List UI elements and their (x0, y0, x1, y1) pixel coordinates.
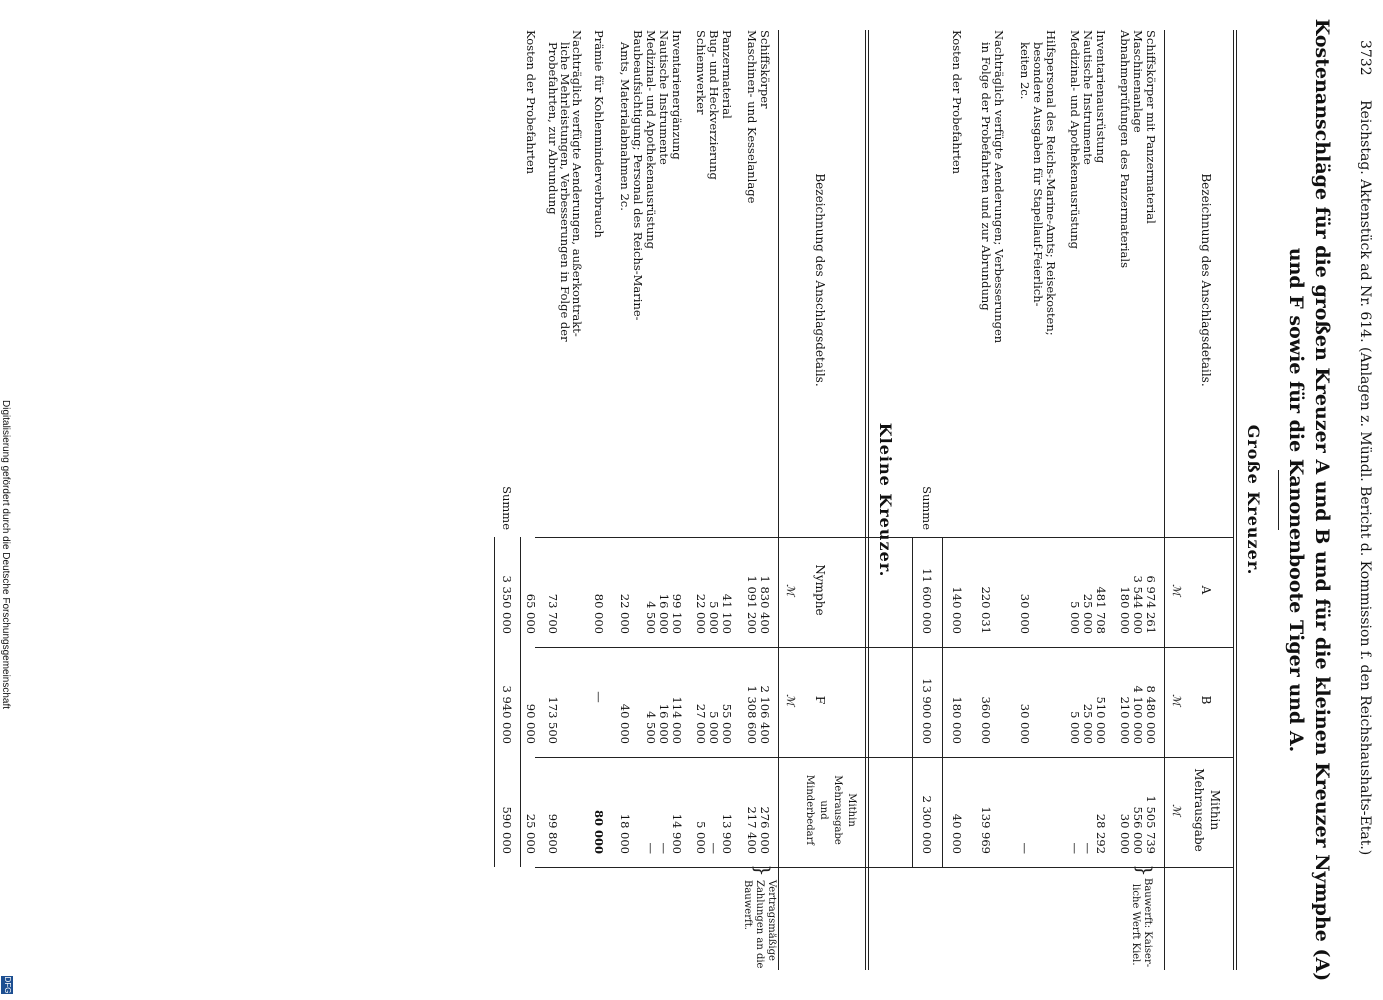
t2-cell-mehr: 18 000 (618, 813, 632, 854)
table2-header-nymphe: Nymphe (813, 564, 827, 616)
t2-row-label: Nautische Instrumente (657, 30, 671, 165)
t1-cell-mehr: 40 000 (950, 813, 964, 854)
table1-col-rule-1 (839, 537, 1233, 538)
t2-cell-f: 16 000 (657, 703, 671, 744)
t1-note: Bauwerft: Kaiser- (1142, 878, 1153, 968)
t1-row-label: Nautische Instrumente (1081, 30, 1095, 165)
table1-col-rule-2 (839, 647, 1233, 648)
t2-row-label: Medizinal- und Apothekenausrüstung (644, 30, 658, 250)
t1-row-label: Schiffskörper mit Panzermaterial (1144, 30, 1158, 224)
t1-sum-a: 11 600 000 (920, 568, 934, 634)
t2-note: Bauwerft. (742, 880, 753, 930)
table2-header-mehr-2: Mehrausgabe (832, 775, 843, 845)
table2-header-label: Bezeichnung des Anschlagsdetails. (813, 173, 827, 387)
table1-unit-b: ℳ (1170, 694, 1183, 706)
t1-row-label: Abnahmeprüfungen des Panzermaterials (1118, 30, 1132, 268)
t1-sum-label: Summe (920, 486, 934, 530)
table2-bottom-rule (494, 537, 495, 867)
title-rule (1278, 470, 1279, 530)
t2-cell-f: 90 000 (524, 703, 538, 744)
t1-sum-mehr: 2 300 000 (920, 795, 934, 854)
t2-cell-mehr: — (707, 842, 721, 854)
t1-cell-b: 5 000 (1068, 711, 1082, 744)
digitization-note: Digitalisierung gefördert durch die Deutsche Forschungsgemeinschaft (0, 400, 11, 710)
dfg-logo-icon: DFG (3, 976, 12, 994)
t2-row-label: Probefahrten, zur Abrundung (546, 42, 560, 215)
t2-cell-mehr: 25 000 (524, 813, 538, 854)
t2-cell-nymphe: 22 000 (694, 593, 708, 634)
t2-cell-f: 55 000 (720, 703, 734, 744)
table1-sum-rule (942, 537, 943, 867)
t2-row-label: Baubeaufsichtigung; Personal des Reichs-Marine- (631, 30, 645, 321)
t2-cell-f: 27 000 (694, 703, 708, 744)
t2-cell-mehr: 276 000 (758, 806, 772, 854)
t1-row-label: Medizinal- und Apothekenausrüstung (1068, 30, 1082, 250)
section-title-grosse-kreuzer: Große Kreuzer. (1244, 424, 1263, 576)
t2-cell-mehr: 217 400 (745, 806, 759, 854)
t1-cell-a: 5 000 (1068, 601, 1082, 634)
table2-col-rule-3 (535, 757, 865, 758)
t2-cell-f: 1 308 600 (745, 685, 759, 744)
t2-sum-mehr: 590 000 (500, 806, 514, 854)
t1-cell-a: 140 000 (950, 586, 964, 634)
t2-cell-mehr: — (657, 842, 671, 854)
brace-icon: } (1133, 864, 1157, 877)
t2-sum-f: 3 940 000 (500, 685, 514, 744)
t1-cell-a: 6 974 261 (1144, 575, 1158, 634)
table1-header-mehr: Mithin Mehrausgabe (1192, 768, 1222, 852)
t2-cell-mehr: 80 000 (592, 809, 606, 854)
section-title-kleine-kreuzer: Kleine Kreuzer. (876, 422, 895, 578)
t2-cell-nymphe: 73 700 (546, 593, 560, 634)
t2-row-label: Prämie für Kohlenminderverbrauch (592, 30, 606, 238)
t2-note: Vertragsmäßige (766, 880, 777, 961)
t2-cell-f: 4 500 (644, 711, 658, 744)
t2-cell-nymphe: 1 830 400 (758, 575, 772, 634)
t1-row-label: besondere Ausgaben für Stapellauf-Feierlich- (1031, 42, 1045, 307)
t2-row-label: Kosten der Probefahrten (524, 30, 538, 175)
t2-cell-f: 40 000 (618, 703, 632, 744)
t1-row-label: Maschinenanlage (1131, 30, 1145, 133)
t2-note: Zahlungen an die (754, 880, 765, 969)
t1-row-label: keiten 2c. (1018, 42, 1032, 100)
table2-col-rule-1 (535, 537, 865, 538)
t2-cell-mehr: 13 900 (720, 813, 734, 854)
t1-row-label: Inventarienausrüstung (1094, 30, 1108, 164)
t2-cell-nymphe: 65 000 (524, 593, 538, 634)
t2-row-label: Inventarienergänzung (670, 30, 684, 160)
t1-cell-mehr: 1 505 739 (1144, 795, 1158, 854)
table2-header-mehr-4: Minderbedarf (804, 774, 815, 846)
t2-cell-nymphe: 16 000 (657, 593, 671, 634)
title-line-2: und F sowie für die Kanonenboote Tiger und A. (1285, 247, 1307, 753)
brace-icon: } (751, 864, 775, 877)
t1-note: liche Werft Kiel. (1130, 884, 1141, 966)
t1-row-label: in Folge der Probefahrten und zur Abrundung (979, 42, 993, 311)
table1-unit-a: ℳ (1170, 584, 1183, 596)
t2-cell-mehr: 14 900 (670, 813, 684, 854)
t1-cell-a: 180 000 (1118, 586, 1132, 634)
t1-cell-mehr: — (1068, 842, 1082, 854)
t2-cell-mehr: 99 800 (546, 813, 560, 854)
t2-cell-nymphe: 1 091 200 (745, 575, 759, 634)
t1-row-label: Nachträglich verfügte Aenderungen; Verbesserungen (992, 30, 1006, 344)
table1-col-rule-4 (839, 867, 1233, 868)
t1-cell-a: 220 031 (979, 586, 993, 634)
t1-row-label: Hilfspersonal des Reichs-Marine-Amts; Reisekosten; (1044, 30, 1058, 336)
t2-cell-nymphe: 80 000 (592, 593, 606, 634)
t1-cell-b: 4 100 000 (1131, 685, 1145, 744)
title-line-1: Kostenanschläge für die großen Kreuzer A und B und für die kleinen Kreuzer Nymphe (A) (1311, 18, 1333, 982)
table2-header-rule (778, 30, 779, 970)
table2-col-rule-2 (535, 647, 865, 648)
t2-cell-f: 114 000 (670, 696, 684, 744)
t1-cell-a: 30 000 (1018, 593, 1032, 634)
t2-cell-nymphe: 5 000 (707, 601, 721, 634)
t1-cell-a: 3 544 000 (1131, 575, 1145, 634)
t2-row-label: liche Mehrleistungen, Verbesserungen in Folge der (558, 42, 572, 342)
table2-unit-f: ℳ (784, 694, 797, 706)
table2-unit-nymphe: ℳ (784, 584, 797, 596)
t2-sum-label: Summe (500, 486, 514, 530)
t1-cell-b: 180 000 (950, 696, 964, 744)
page-number: 3732 (1357, 40, 1373, 76)
table1-header-label: Bezeichnung des Anschlagsdetails. (1199, 173, 1213, 387)
t1-cell-b: 30 000 (1018, 703, 1032, 744)
table2-sum-rule (520, 537, 521, 867)
t2-row-label: Amts, Materialabnahmen 2c. (618, 42, 632, 211)
t1-cell-mehr: — (1018, 842, 1032, 854)
table1-header-b: B (1199, 695, 1213, 705)
t1-cell-b: 360 000 (979, 696, 993, 744)
t1-sum-b: 13 900 000 (920, 678, 934, 744)
t2-cell-f: — (592, 691, 606, 703)
table1-bottom-rule (912, 537, 913, 867)
t1-cell-b: 8 480 000 (1144, 685, 1158, 744)
t2-row-label: Maschinen- und Kesselanlage (745, 30, 759, 204)
table2-header-mehr-3: und (818, 800, 829, 820)
table2-header-mehr-1: Mithin (846, 793, 857, 827)
table2-col-rule-4 (535, 867, 865, 868)
t1-row-label: Kosten der Probefahrten (950, 30, 964, 175)
t2-sum-nymphe: 3 350 000 (500, 575, 514, 634)
t2-row-label: Nachträglich verfügte Aenderungen, außerkontrakt- (570, 30, 584, 337)
t2-cell-mehr: 5 000 (694, 821, 708, 854)
t2-cell-nymphe: 4 500 (644, 601, 658, 634)
t1-cell-mehr: 30 000 (1118, 813, 1132, 854)
running-head: Reichstag. Aktenstück ad Nr. 614. (Anlagen z. Mündl. Bericht d. Kommission f. den Reichshaushalts-Etat.) (1357, 100, 1373, 856)
t2-cell-f: 173 500 (546, 696, 560, 744)
t2-row-label: Bug- und Heckverzierung (707, 30, 721, 180)
table1-unit-mehr: ℳ (1170, 804, 1183, 816)
t1-cell-mehr: — (1081, 842, 1095, 854)
t1-cell-b: 25 000 (1081, 703, 1095, 744)
t2-cell-f: 2 106 400 (758, 685, 772, 744)
t2-cell-nymphe: 22 000 (618, 593, 632, 634)
t1-cell-mehr: 28 292 (1094, 813, 1108, 854)
t1-cell-b: 210 000 (1118, 696, 1132, 744)
t2-row-label: Panzermaterial (720, 30, 734, 119)
table2-header-f: F (813, 695, 827, 705)
t1-cell-mehr: 556 000 (1131, 806, 1145, 854)
t2-row-label: Schiffskörper (758, 30, 772, 109)
t2-row-label: Schiemwerker (694, 30, 708, 115)
t1-cell-a: 481 708 (1094, 586, 1108, 634)
t2-cell-mehr: — (644, 842, 658, 854)
table1-top-rule (1233, 30, 1237, 970)
table1-col-rule-3 (839, 757, 1233, 758)
t1-cell-mehr: 139 969 (979, 806, 993, 854)
t2-cell-f: 5 000 (707, 711, 721, 744)
table1-header-rule (1164, 30, 1165, 970)
t1-cell-a: 25 000 (1081, 593, 1095, 634)
t2-cell-nymphe: 99 100 (670, 593, 684, 634)
table1-header-a: A (1199, 585, 1213, 595)
table2-top-rule (865, 30, 869, 970)
t2-cell-nymphe: 41 100 (720, 593, 734, 634)
t1-cell-b: 510 000 (1094, 696, 1108, 744)
